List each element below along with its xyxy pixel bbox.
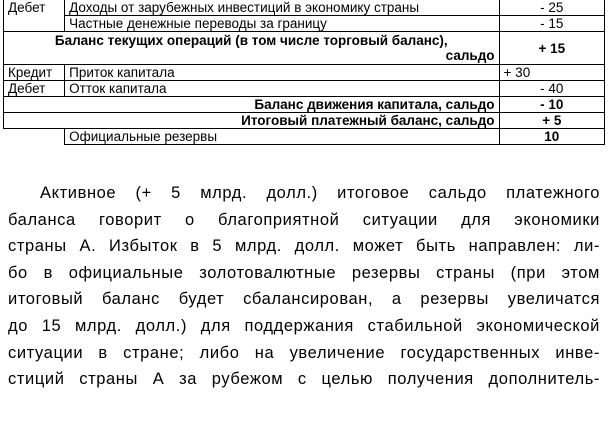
row-value: + 30: [499, 65, 604, 81]
table-row: [4, 81, 605, 97]
paragraph-line: стиций страны А за рубежом с целью получения дополнитель-: [8, 370, 600, 389]
row-label: Дебет: [4, 0, 65, 16]
table-row: [4, 32, 605, 65]
row-item: Итоговый платежный баланс, сальдо: [4, 113, 500, 129]
row-value: - 15: [499, 16, 604, 32]
row-item: Отток капитала: [65, 81, 499, 97]
row-item: Доходы от зарубежных инвестиций в экономику страны: [65, 0, 499, 16]
table-row: [4, 113, 605, 129]
row-item-line1: Баланс текущих операций (в том числе торговый баланс),: [54, 33, 448, 48]
row-label: [4, 16, 65, 32]
row-value: + 15: [499, 32, 604, 65]
row-value: - 10: [499, 97, 604, 113]
paragraph-line: бо в официальные золотовалютные резервы страны (при этом: [8, 263, 600, 282]
row-value: + 5: [499, 113, 604, 129]
row-item: Официальные резервы: [65, 129, 499, 145]
table-row: [4, 65, 605, 81]
row-value: 10: [499, 129, 604, 145]
row-value: - 25: [499, 0, 604, 16]
row-label: Дебет: [4, 81, 65, 97]
paragraph-line: страны А. Избыток в 5 млрд. долл. может быть направлен: ли-: [8, 237, 600, 256]
paragraph-line: итоговый баланс будет сбалансирован, а резервы увеличатся: [8, 290, 600, 309]
paragraph-line: Активное (+ 5 млрд. долл.) итоговое сальдо платежного: [40, 184, 600, 202]
row-value: - 40: [499, 81, 604, 97]
paragraph-line: баланса говорит о благоприятной ситуации для экономики: [8, 210, 600, 229]
row-label: [4, 129, 65, 145]
row-item-line2: сальдо: [445, 48, 495, 63]
table-row: [4, 0, 605, 16]
paragraph-line: ситуации в стране; либо на увеличение государственных инве-: [8, 343, 600, 362]
row-item: [4, 32, 500, 65]
row-item: Баланс движения капитала, сальдо: [4, 97, 500, 113]
balance-of-payments-table: [3, 0, 605, 145]
row-item: Частные денежные переводы за границу: [65, 16, 499, 32]
table-row: [4, 97, 605, 113]
table-row: [4, 129, 605, 145]
row-label: Кредит: [4, 65, 65, 81]
paragraph-line: до 15 млрд. долл.) для поддержания стабильной экономической: [8, 316, 600, 335]
table-row: [4, 16, 605, 32]
row-item: Приток капитала: [65, 65, 499, 81]
body-paragraph: [8, 180, 600, 393]
